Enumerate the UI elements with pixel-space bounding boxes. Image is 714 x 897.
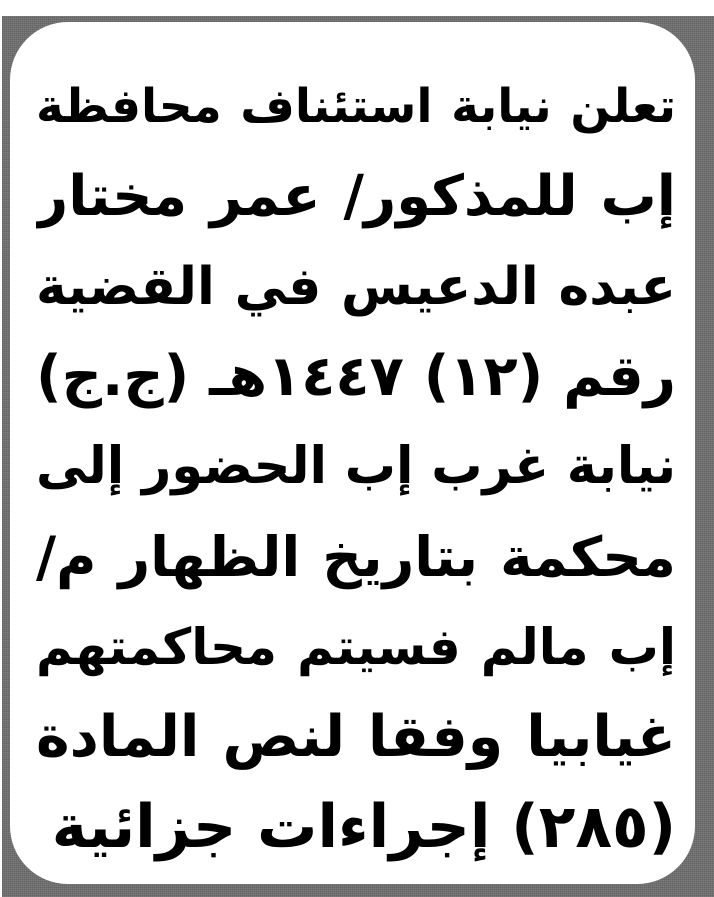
notice-text xyxy=(36,62,676,872)
notice-line-5: نيابة غرب إب الحضور إلى xyxy=(36,437,676,496)
notice-line-2: إب للمذكور/ عمر مختار xyxy=(36,164,676,229)
notice-line-6: محكمة بتاريخ الظهار م/ xyxy=(36,525,676,589)
notice-line-7: إب مالم فسيتم محاكمتهم xyxy=(36,618,676,676)
notice-line-9: (٢٨٥) إجراءات جزائية xyxy=(51,792,676,862)
left-margin-strip xyxy=(0,0,2,897)
notice-line-4: رقم (١٢) ١٤٤٧هـ (ج.ج) xyxy=(36,344,676,409)
notice-line-8: غيابيا وفقا لنص المادة xyxy=(36,704,676,770)
top-margin-strip xyxy=(0,0,714,16)
notice-line-3: عبده الدعيس في القضية xyxy=(36,257,676,317)
notice-line-1: تعلن نيابة استئناف محافظة xyxy=(36,79,676,134)
